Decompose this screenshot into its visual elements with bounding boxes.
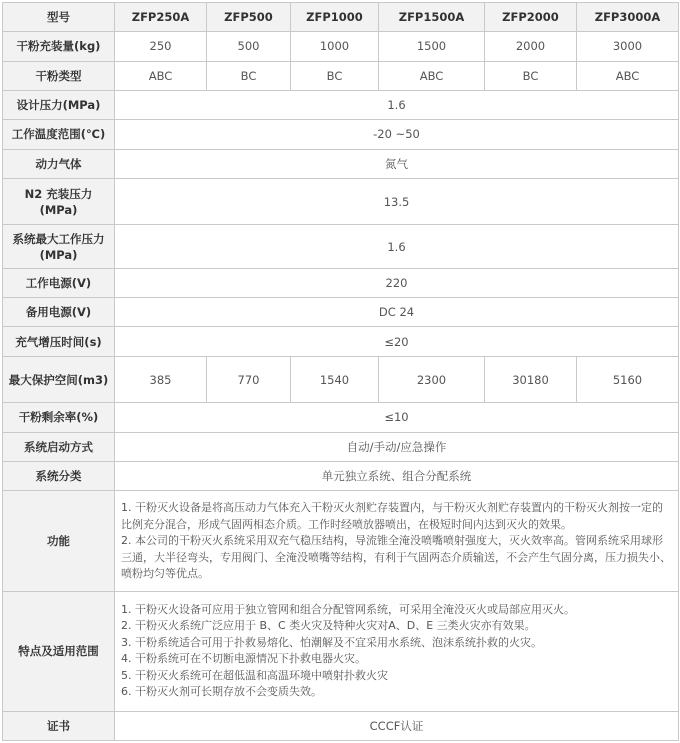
cell-value: 1.6	[115, 225, 679, 268]
features-row	[3, 592, 679, 711]
cell-value: ≤10	[115, 403, 679, 432]
cell-value: ≤20	[115, 327, 679, 356]
text-line: 1. 干粉灭火设备是将高压动力气体充入干粉灭火剂贮存装置内，与干粉灭火剂贮存装置内的干粉灭火剂按一定的比例充分混合，形成气固两相态介质。工作时经喷放器喷出，在极短时间内达到灭火的效果。	[121, 501, 663, 531]
powder-type-row	[3, 61, 679, 90]
row-label: 特点及适用范围	[3, 592, 115, 711]
cell-value: 500	[207, 32, 291, 61]
design-pressure-row	[3, 90, 679, 119]
row-label: 动力气体	[3, 149, 115, 178]
cell-value: -20 ~50	[115, 120, 679, 149]
spec-table	[2, 2, 679, 741]
max-space-row	[3, 356, 679, 403]
cell-value: ABC	[379, 61, 485, 90]
power-gas-row	[3, 149, 679, 178]
model-name: ZFP1000	[291, 3, 379, 32]
cell-value: 220	[115, 268, 679, 297]
n2-pressure-row	[3, 178, 679, 225]
cell-value: 1540	[291, 356, 379, 403]
cell-value: 770	[207, 356, 291, 403]
row-label: 充气增压时间(s)	[3, 327, 115, 356]
row-label: 工作温度范围(℃)	[3, 120, 115, 149]
text-line: 3. 干粉系统适合可用于扑救易熔化、怕潮解及不宜采用水系统、泡沫系统扑救的火灾。	[121, 635, 542, 649]
model-name: ZFP2000	[485, 3, 577, 32]
cell-value: BC	[291, 61, 379, 90]
cell-value: DC 24	[115, 298, 679, 327]
cell-value: 1.6	[115, 90, 679, 119]
header-row	[3, 3, 679, 32]
text-line: 4. 干粉系统可在不切断电源情况下扑救电器火灾。	[121, 652, 366, 666]
fill-amount-row	[3, 32, 679, 61]
row-label: 备用电源(V)	[3, 298, 115, 327]
row-label: 系统分类	[3, 461, 115, 490]
cell-value: 2300	[379, 356, 485, 403]
row-label: 最大保护空间(m3)	[3, 356, 115, 403]
features-text	[115, 592, 679, 711]
function-row	[3, 491, 679, 592]
max-working-pressure-row	[3, 225, 679, 268]
backup-power-row	[3, 298, 679, 327]
text-line: 2. 本公司的干粉灭火系统采用双充气稳压结构，导流锥全淹没喷嘴喷射强度大，灭火效率高。管网系统采用球形三通，大半径弯头，专用阀门、全淹没喷嘴等结构，有利于气固两态介质输送，不会产生气固分离，压力损失小、喷粉均匀等优点。	[121, 534, 671, 581]
model-name: ZFP3000A	[577, 3, 679, 32]
header-label: 型号	[3, 3, 115, 32]
temp-range-row	[3, 120, 679, 149]
cell-value: 13.5	[115, 178, 679, 225]
text-line: 5. 干粉灭火系统可在超低温和高温环境中喷射扑救火灾	[121, 668, 388, 682]
text-line: 2. 干粉灭火系统广泛应用于 B、C 类火灾及特种火灾对A、D、E 三类火灾亦有效果。	[121, 619, 536, 633]
cell-value: 氮气	[115, 149, 679, 178]
cell-value: 2000	[485, 32, 577, 61]
row-label: 干粉剩余率(%)	[3, 403, 115, 432]
cell-value: 250	[115, 32, 207, 61]
cell-value: 3000	[577, 32, 679, 61]
row-label: 干粉充装量(kg)	[3, 32, 115, 61]
row-label: 系统启动方式	[3, 432, 115, 461]
certificate-row	[3, 711, 679, 740]
row-label: N2 充装压力(MPa)	[3, 178, 115, 225]
cell-value: 385	[115, 356, 207, 403]
row-label: 证书	[3, 711, 115, 740]
cell-value: 自动/手动/应急操作	[115, 432, 679, 461]
cell-value: CCCF认证	[115, 711, 679, 740]
cell-value: 1500	[379, 32, 485, 61]
cell-value: 1000	[291, 32, 379, 61]
model-name: ZFP250A	[115, 3, 207, 32]
row-label: 干粉类型	[3, 61, 115, 90]
function-text	[115, 491, 679, 592]
row-label: 工作电源(V)	[3, 268, 115, 297]
row-label: 系统最大工作压力(MPa)	[3, 225, 115, 268]
text-line: 6. 干粉灭火剂可长期存放不会变质失效。	[121, 685, 322, 699]
model-name: ZFP1500A	[379, 3, 485, 32]
cell-value: ABC	[577, 61, 679, 90]
text-line: 1. 干粉灭火设备可应用于独立管网和组合分配管网系统，可采用全淹没灭火或局部应用灭火。	[121, 602, 575, 616]
cell-value: BC	[207, 61, 291, 90]
working-power-row	[3, 268, 679, 297]
cell-value: ABC	[115, 61, 207, 90]
cell-value: 单元独立系统、组合分配系统	[115, 461, 679, 490]
classification-row	[3, 461, 679, 490]
cell-value: 5160	[577, 356, 679, 403]
row-label: 功能	[3, 491, 115, 592]
start-mode-row	[3, 432, 679, 461]
row-label: 设计压力(MPa)	[3, 90, 115, 119]
cell-value: 30180	[485, 356, 577, 403]
model-name: ZFP500	[207, 3, 291, 32]
cell-value: BC	[485, 61, 577, 90]
residual-rate-row	[3, 403, 679, 432]
pressurize-time-row	[3, 327, 679, 356]
